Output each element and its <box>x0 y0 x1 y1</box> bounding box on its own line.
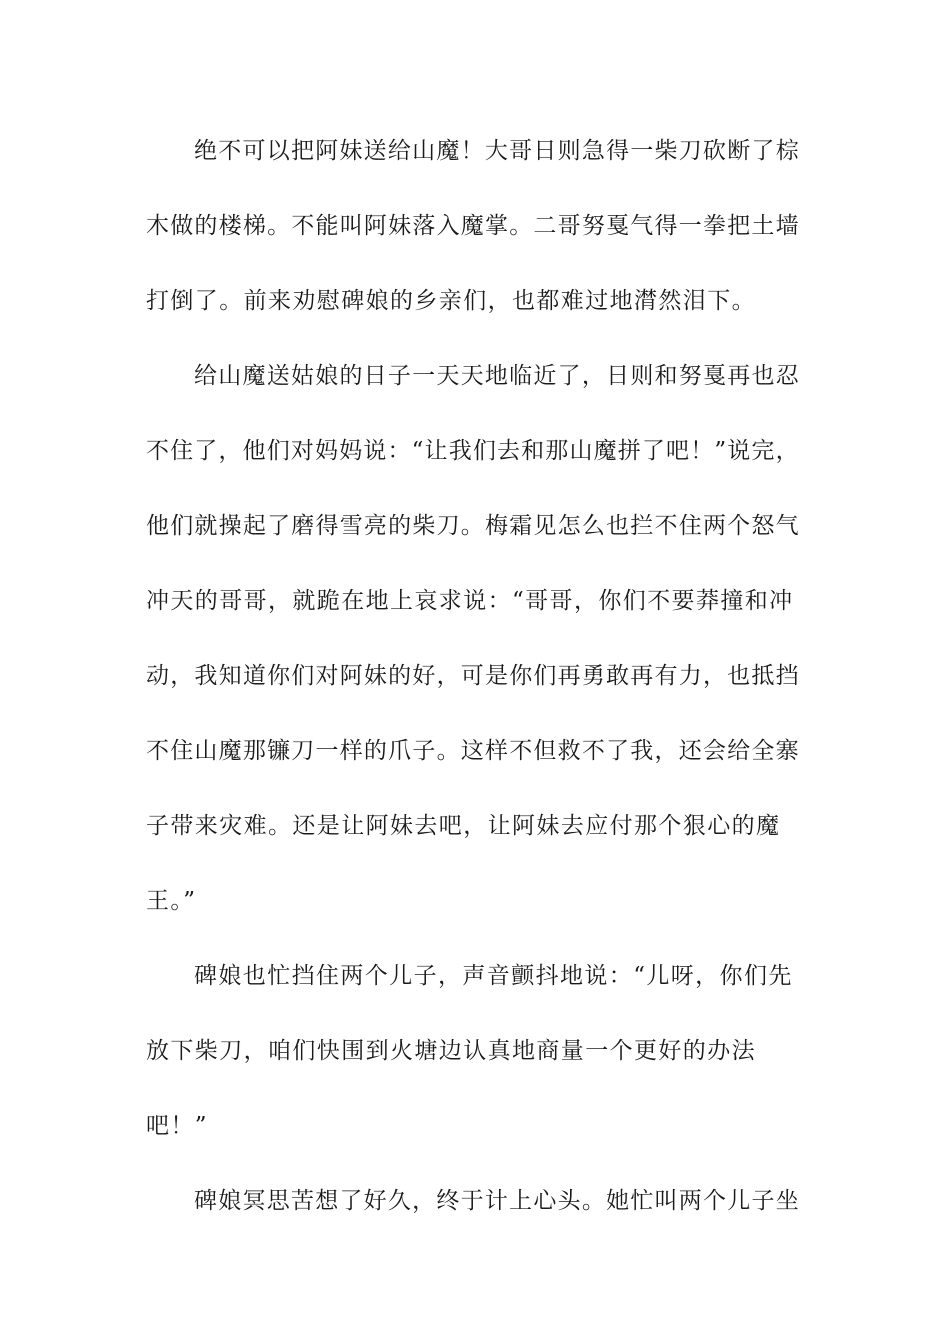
paragraph-line: 木做的楼梯。不能叫阿妹落入魔掌。二哥努戛气得一拳把土墙 <box>146 213 800 239</box>
paragraph-line: 不住了，他们对妈妈说：“让我们去和那山魔拼了吧！”说完， <box>146 438 800 464</box>
paragraph-line: 吧！” <box>146 1113 208 1139</box>
paragraph-line: 碑娘也忙挡住两个儿子，声音颤抖地说：“儿呀，你们先 <box>194 963 793 989</box>
paragraph-line: 绝不可以把阿妹送给山魔！大哥日则急得一柴刀砍断了棕 <box>194 138 800 164</box>
paragraph-line: 子带来灾难。还是让阿妹去吧，让阿妹去应付那个狠心的魔 <box>146 813 781 839</box>
paragraph-line: 不住山魔那镰刀一样的爪子。这样不但救不了我，还会给全寨 <box>146 738 800 764</box>
paragraph-line: 给山魔送姑娘的日子一天天地临近了，日则和努戛再也忍 <box>194 363 800 389</box>
paragraph-line: 冲天的哥哥，就跪在地上哀求说：“哥哥，你们不要莽撞和冲 <box>146 588 794 614</box>
paragraph-line: 打倒了。前来劝慰碑娘的乡亲们，也都难过地潸然泪下。 <box>146 288 756 314</box>
paragraph-line: 碑娘冥思苦想了好久，终于计上心头。她忙叫两个儿子坐 <box>194 1188 800 1214</box>
paragraph-line: 动，我知道你们对阿妹的好，可是你们再勇敢再有力，也抵挡 <box>146 663 800 689</box>
paragraph-line: 放下柴刀，咱们快围到火塘边认真地商量一个更好的办法 <box>146 1038 756 1064</box>
paragraph-line: 他们就操起了磨得雪亮的柴刀。梅霜见怎么也拦不住两个怒气 <box>146 513 800 539</box>
paragraph-line: 王。” <box>146 888 197 914</box>
